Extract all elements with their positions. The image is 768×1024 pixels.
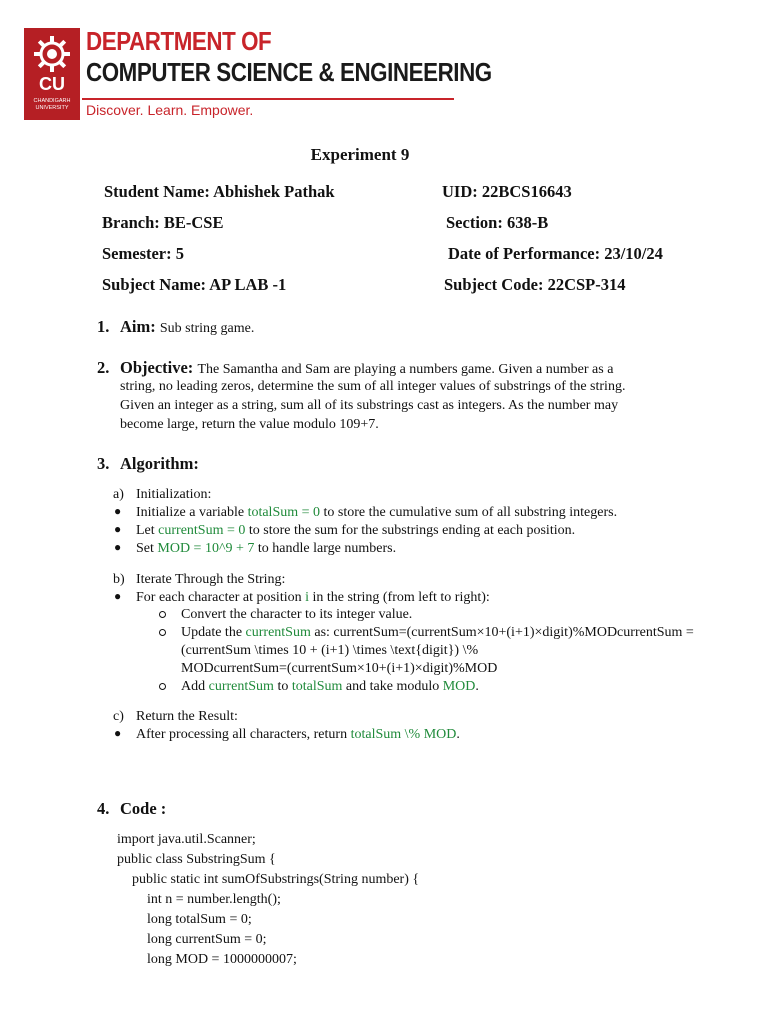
subject-code: Subject Code: 22CSP-314 [444,275,626,294]
code-line: long currentSum = 0; [147,932,267,947]
sub-bullet-icon [159,629,166,636]
aim-text: Sub string game. [159,321,255,336]
code-line: import java.util.Scanner; [117,832,256,847]
bullet-icon: ● [114,540,122,554]
aim-label: Aim: [120,317,156,336]
logo-cu-text: CU [39,74,65,94]
code-number: 4. [97,799,110,818]
objective-number: 2. [97,358,110,377]
step-a-item-1: Initialize a variable totalSum = 0 to store the cumulative sum of all substring integers. [136,505,618,520]
step-b-item-1: For each character at position i in the string (from left to right): [136,590,490,605]
sub-bullet-icon [159,683,166,690]
step-b-subitem-2-line2: (currentSum \times 10 + (i+1) \times \text{digit}) \% [181,643,479,658]
section: Section: 638-B [446,213,549,232]
step-c-label: c) [113,709,124,724]
step-b-label: b) [113,572,125,587]
sub-bullet-icon [159,611,166,618]
code-heading [97,799,166,819]
step-c-item-1: After processing all characters, return totalSum \% MOD. [136,727,460,742]
department-header [24,24,492,120]
logo-university-text: CHANDIGARH UNIVERSITY [33,98,71,111]
student-uid: UID: 22BCS16643 [442,182,572,201]
step-a-title: Initialization: [136,487,212,502]
aim-section [97,317,254,337]
code-line: public static int sumOfSubstrings(String number) { [132,872,420,887]
code-label: Code : [120,799,167,818]
bullet-icon: ● [114,522,122,536]
objective-line-4: become large, return the value modulo 109+7. [120,417,379,432]
algorithm-label: Algorithm: [120,454,199,473]
step-b-subitem-3: Add currentSum to totalSum and take modulo MOD. [181,679,479,694]
objective-section [97,358,613,378]
bullet-icon: ● [114,726,122,740]
experiment-title: Experiment 9 [310,145,410,164]
algorithm-number: 3. [97,454,110,473]
aim-number: 1. [97,317,110,336]
department-title-line1: DEPARTMENT OF [86,26,272,56]
date-of-performance: Date of Performance: 23/10/24 [448,244,663,263]
step-a-item-3: Set MOD = 10^9 + 7 to handle large numbers. [136,541,397,556]
gear-emblem-icon [32,34,72,74]
objective-line-3: Given an integer as a string, sum all of its substrings cast as integers. As the number may [120,398,619,413]
algorithm-heading [97,454,199,474]
department-tagline: Discover. Learn. Empower. [86,102,254,118]
step-b-subitem-2-line3: MODcurrentSum=(currentSum×10+(i+1)×digit)%MOD [181,661,498,676]
step-a-label: a) [113,487,124,502]
step-c-title: Return the Result: [136,709,238,724]
objective-line-1: The Samantha and Sam are playing a numbers game. Given a number as a [197,362,614,377]
semester: Semester: 5 [102,244,185,263]
branch: Branch: BE-CSE [102,213,224,232]
code-line: long MOD = 1000000007; [147,952,297,967]
bullet-icon: ● [114,589,122,603]
objective-label: Objective: [120,358,194,377]
code-line: long totalSum = 0; [147,912,252,927]
step-a-item-2: Let currentSum = 0 to store the sum for the substrings ending at each position. [136,523,576,538]
step-b-subitem-2: Update the currentSum as: currentSum=(currentSum×10+(i+1)×digit)%MODcurrentSum = [181,625,694,640]
header-divider [82,98,454,100]
university-logo [24,28,80,120]
code-line: public class SubstringSum { [117,852,276,867]
bullet-icon: ● [114,504,122,518]
code-line: int n = number.length(); [147,892,281,907]
subject-name: Subject Name: AP LAB -1 [102,275,287,294]
department-title-line2: COMPUTER SCIENCE & ENGINEERING [86,57,492,87]
objective-line-2: string, no leading zeros, determine the sum of all integer values of substrings of the string. [120,379,626,394]
student-name: Student Name: Abhishek Pathak [104,182,335,201]
step-b-title: Iterate Through the String: [136,572,286,587]
step-b-subitem-1: Convert the character to its integer value. [181,607,413,622]
